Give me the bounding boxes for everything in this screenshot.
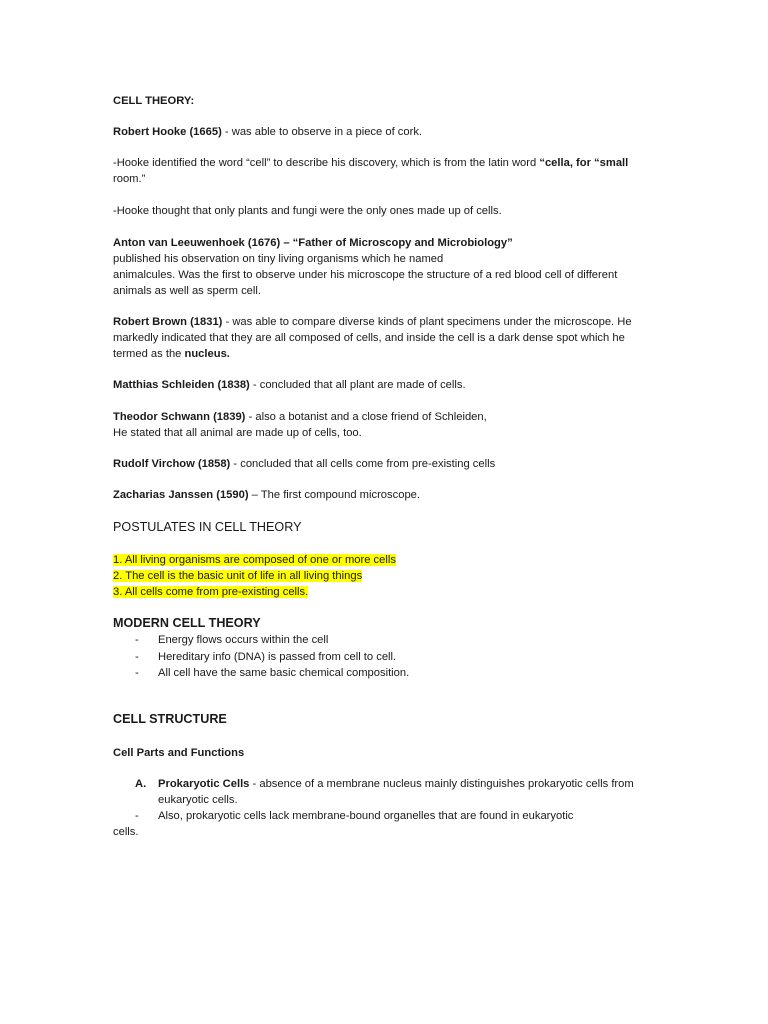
list-item: - Energy flows occurs within the cell (135, 634, 329, 646)
schleiden-name: Matthias Schleiden (1838) (113, 379, 250, 391)
postulate-item: 1. All living organisms are composed of one or more cells (113, 554, 396, 566)
hooke-plants-paragraph: -Hooke thought that only plants and fungi were the only ones made up of cells. (113, 205, 502, 217)
postulates-list (113, 552, 658, 600)
brown-paragraph: Robert Brown (1831) - was able to compare diverse kinds of plant specimens under the microscope. He markedly indicated that they are all composed of cells, and inside the cell is a dark dense spot which he termed as the nucleus. (113, 316, 632, 360)
schwann-name: Theodor Schwann (1839) (113, 411, 246, 423)
schleiden-paragraph: Matthias Schleiden (1838) - concluded that all plant are made of cells. (113, 379, 466, 391)
structure-heading: CELL STRUCTURE (113, 712, 227, 726)
hooke-paragraph: Robert Hooke (1665) - was able to observe in a piece of cork. (113, 126, 423, 138)
janssen-name: Zacharias Janssen (1590) (113, 489, 249, 501)
postulate-item: 3. All cells come from pre-existing cells. (113, 586, 309, 598)
prokaryotic-item: A. Prokaryotic Cells - absence of a membrane nucleus mainly distinguishes prokaryotic cells from eukaryotic cells. (135, 778, 634, 806)
list-item: - All cell have the same basic chemical composition. (135, 667, 410, 679)
leeuwenhoek-name: Anton van Leeuwenhoek (1676) – “Father of Microscopy and Microbiology” (113, 237, 513, 249)
virchow-name: Rudolf Virchow (1858) (113, 458, 231, 470)
hooke-name: Robert Hooke (1665) (113, 126, 222, 138)
hooke-word-paragraph: -Hooke identified the word “cell” to describe his discovery, which is from the latin word “cella, for “small room.” (113, 157, 629, 185)
postulate-item: 2. The cell is the basic unit of life in all living things (113, 570, 363, 582)
modern-list (113, 632, 658, 682)
brown-name: Robert Brown (1831) (113, 316, 223, 328)
janssen-paragraph: Zacharias Janssen (1590) – The first compound microscope. (113, 489, 420, 501)
leeuwenhoek-paragraph: Anton van Leeuwenhoek (1676) – “Father of Microscopy and Microbiology” published his observation on tiny living organisms which he named animalcules. Was the first to observe under his microscope the structure of a red blood cell of different animals as well as sperm cell. (113, 237, 618, 297)
structure-subheading: Cell Parts and Functions (113, 747, 245, 759)
schwann-paragraph: Theodor Schwann (1839) - also a botanist and a close friend of Schleiden, He stated that all animal are made up of cells, too. (113, 411, 487, 439)
page-title: CELL THEORY: (113, 95, 195, 107)
prokaryotic-also-item: - Also, prokaryotic cells lack membrane-bound organelles that are found in eukaryotic cells. (113, 810, 574, 838)
list-item: - Hereditary info (DNA) is passed from cell to cell. (135, 650, 397, 663)
postulates-heading: POSTULATES IN CELL THEORY (113, 520, 302, 534)
virchow-paragraph: Rudolf Virchow (1858) - concluded that all cells come from pre-existing cells (113, 458, 496, 470)
modern-heading: MODERN CELL THEORY (113, 616, 261, 630)
